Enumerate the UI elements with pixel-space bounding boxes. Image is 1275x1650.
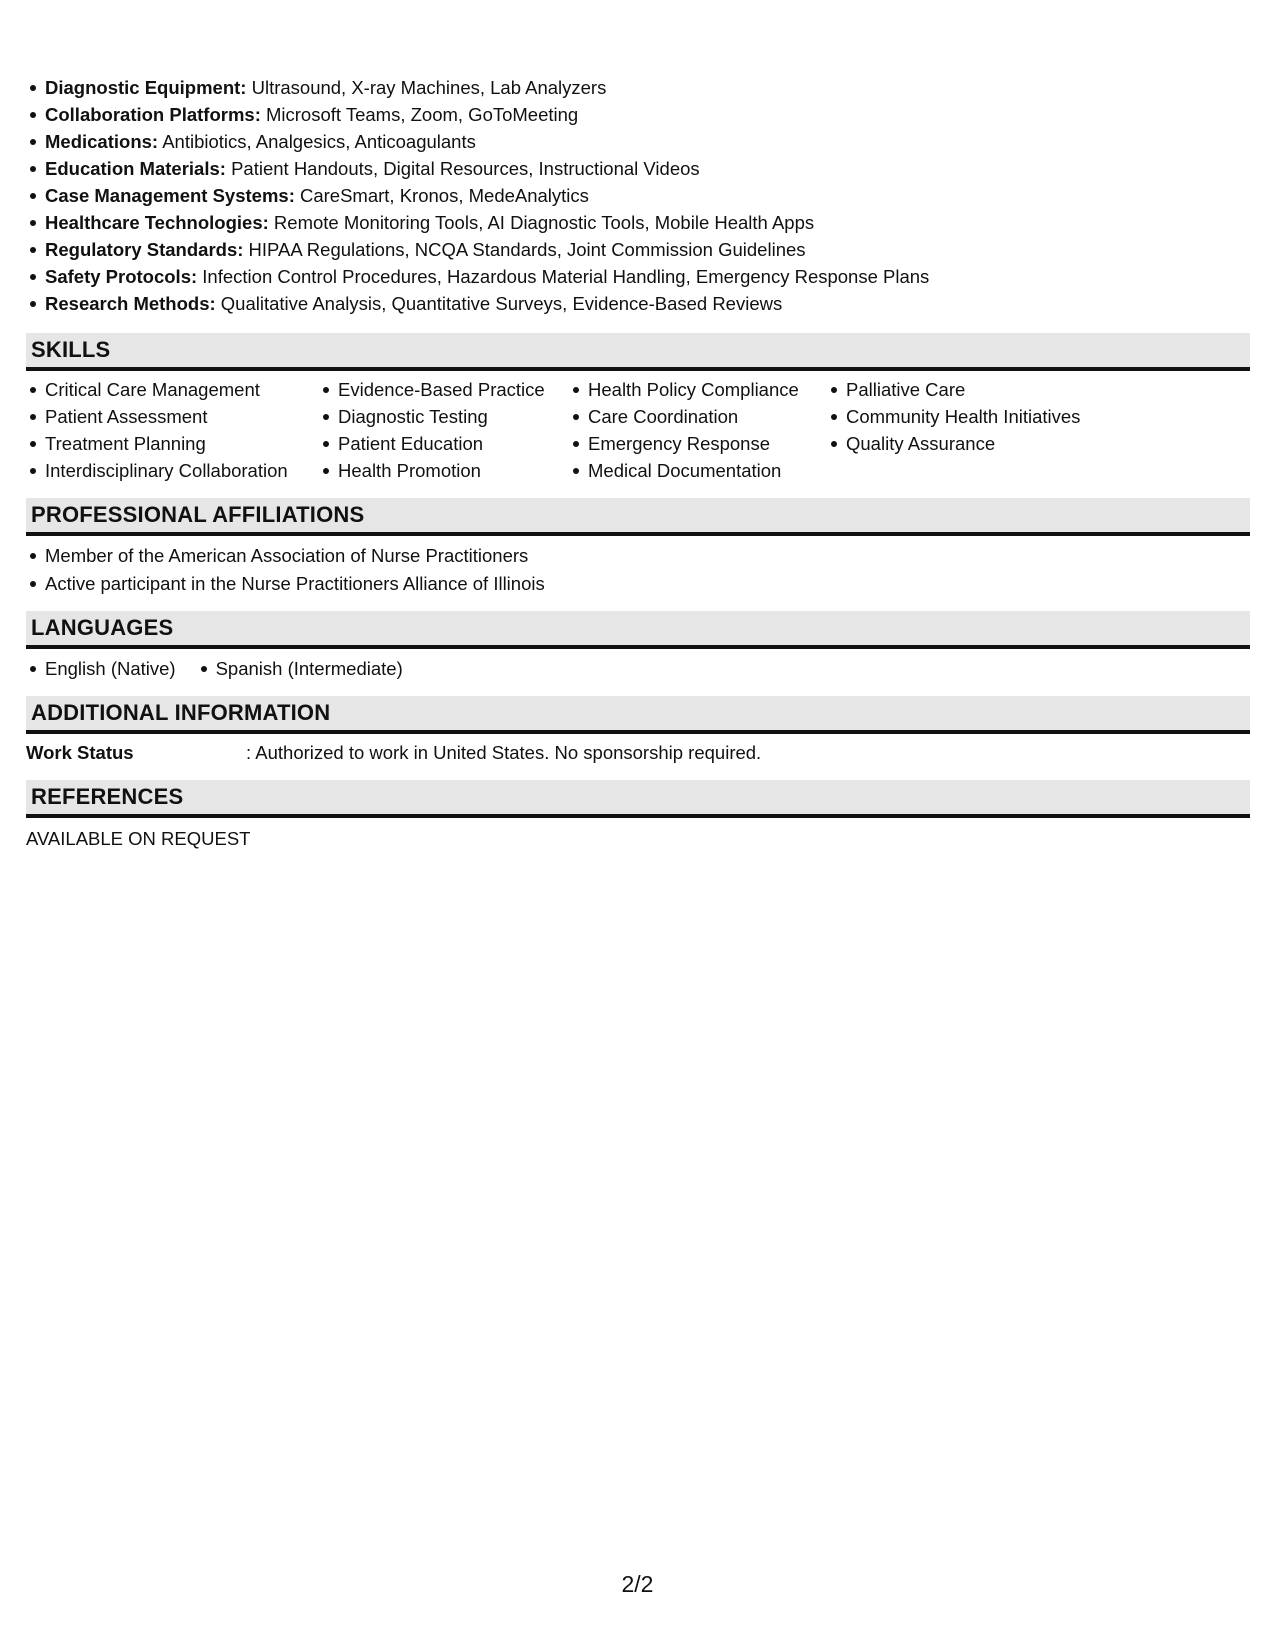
tools-list-item bbox=[26, 101, 1250, 128]
section-title: LANGUAGES bbox=[31, 615, 174, 640]
skill-item: Community Health Initiatives bbox=[827, 403, 1127, 430]
tool-category-label: Medications: bbox=[45, 131, 159, 152]
skills-section-header bbox=[26, 333, 1250, 371]
skill-item: Health Policy Compliance bbox=[569, 376, 827, 403]
section-title: PROFESSIONAL AFFILIATIONS bbox=[31, 502, 365, 527]
tool-category-value: Infection Control Procedures, Hazardous Material Handling, Emergency Response Plans bbox=[197, 266, 930, 287]
tool-category-value: Microsoft Teams, Zoom, GoToMeeting bbox=[260, 104, 579, 125]
tools-list-item bbox=[26, 74, 1250, 101]
skill-item: Diagnostic Testing bbox=[319, 403, 569, 430]
skill-item: Care Coordination bbox=[569, 403, 827, 430]
languages-list bbox=[26, 655, 1250, 682]
skill-item: Health Promotion bbox=[319, 457, 569, 484]
tool-category-value: Remote Monitoring Tools, AI Diagnostic Tools, Mobile Health Apps bbox=[268, 212, 815, 233]
work-status-label: Work Status bbox=[26, 742, 134, 763]
skill-item: Patient Education bbox=[319, 430, 569, 457]
tool-category-label: Case Management Systems: bbox=[45, 185, 295, 206]
work-status-row bbox=[26, 739, 1250, 766]
skill-item: Interdisciplinary Collaboration bbox=[26, 457, 319, 484]
affiliations-list bbox=[26, 542, 1250, 598]
tool-category-value: Qualitative Analysis, Quantitative Surveys, Evidence-Based Reviews bbox=[215, 293, 783, 314]
language-item: English (Native) bbox=[26, 655, 176, 682]
work-status-value: : Authorized to work in United States. No sponsorship required. bbox=[246, 742, 762, 763]
affiliation-item: Member of the American Association of Nurse Practitioners bbox=[26, 542, 1250, 570]
references-section-header bbox=[26, 780, 1250, 818]
tool-category-label: Collaboration Platforms: bbox=[45, 104, 261, 125]
tools-list-item bbox=[26, 209, 1250, 236]
tool-category-label: Research Methods: bbox=[45, 293, 216, 314]
skill-item: Quality Assurance bbox=[827, 430, 1127, 457]
skill-item: Medical Documentation bbox=[569, 457, 827, 484]
languages-section-header bbox=[26, 611, 1250, 649]
tools-list-item bbox=[26, 263, 1250, 290]
tool-category-value: Patient Handouts, Digital Resources, Instructional Videos bbox=[225, 158, 700, 179]
skill-item: Palliative Care bbox=[827, 376, 1127, 403]
tools-list-item bbox=[26, 236, 1250, 263]
skill-item: Evidence-Based Practice bbox=[319, 376, 569, 403]
tool-category-value: Ultrasound, X-ray Machines, Lab Analyzers bbox=[246, 77, 607, 98]
tools-list-item bbox=[26, 182, 1250, 209]
page-number: 2/2 bbox=[621, 1571, 654, 1597]
affiliations-section-header bbox=[26, 498, 1250, 536]
tools-list-item bbox=[26, 128, 1250, 155]
skill-item: Critical Care Management bbox=[26, 376, 319, 403]
skills-grid bbox=[26, 376, 1250, 484]
skill-item: Emergency Response bbox=[569, 430, 827, 457]
section-title: REFERENCES bbox=[31, 784, 184, 809]
skills-column bbox=[319, 376, 569, 484]
tools-list-item bbox=[26, 290, 1250, 317]
tool-category-label: Healthcare Technologies: bbox=[45, 212, 269, 233]
section-title: ADDITIONAL INFORMATION bbox=[31, 700, 331, 725]
tool-category-label: Diagnostic Equipment: bbox=[45, 77, 247, 98]
skills-column bbox=[827, 376, 1127, 484]
affiliation-item: Active participant in the Nurse Practitioners Alliance of Illinois bbox=[26, 570, 1250, 598]
tools-list-item bbox=[26, 155, 1250, 182]
tool-category-value: Antibiotics, Analgesics, Anticoagulants bbox=[158, 131, 476, 152]
references-text: AVAILABLE ON REQUEST bbox=[26, 828, 251, 849]
resume-page bbox=[26, 74, 1250, 852]
tools-list bbox=[26, 74, 1250, 317]
skill-item: Patient Assessment bbox=[26, 403, 319, 430]
tool-category-value: CareSmart, Kronos, MedeAnalytics bbox=[294, 185, 589, 206]
tool-category-label: Regulatory Standards: bbox=[45, 239, 244, 260]
tool-category-label: Safety Protocols: bbox=[45, 266, 198, 287]
tool-category-label: Education Materials: bbox=[45, 158, 226, 179]
section-title: SKILLS bbox=[31, 337, 111, 362]
tool-category-value: HIPAA Regulations, NCQA Standards, Joint Commission Guidelines bbox=[243, 239, 806, 260]
additional-info-section-header bbox=[26, 696, 1250, 734]
skills-column bbox=[569, 376, 827, 484]
language-item: Spanish (Intermediate) bbox=[197, 655, 403, 682]
skill-item: Treatment Planning bbox=[26, 430, 319, 457]
skills-column bbox=[26, 376, 319, 484]
